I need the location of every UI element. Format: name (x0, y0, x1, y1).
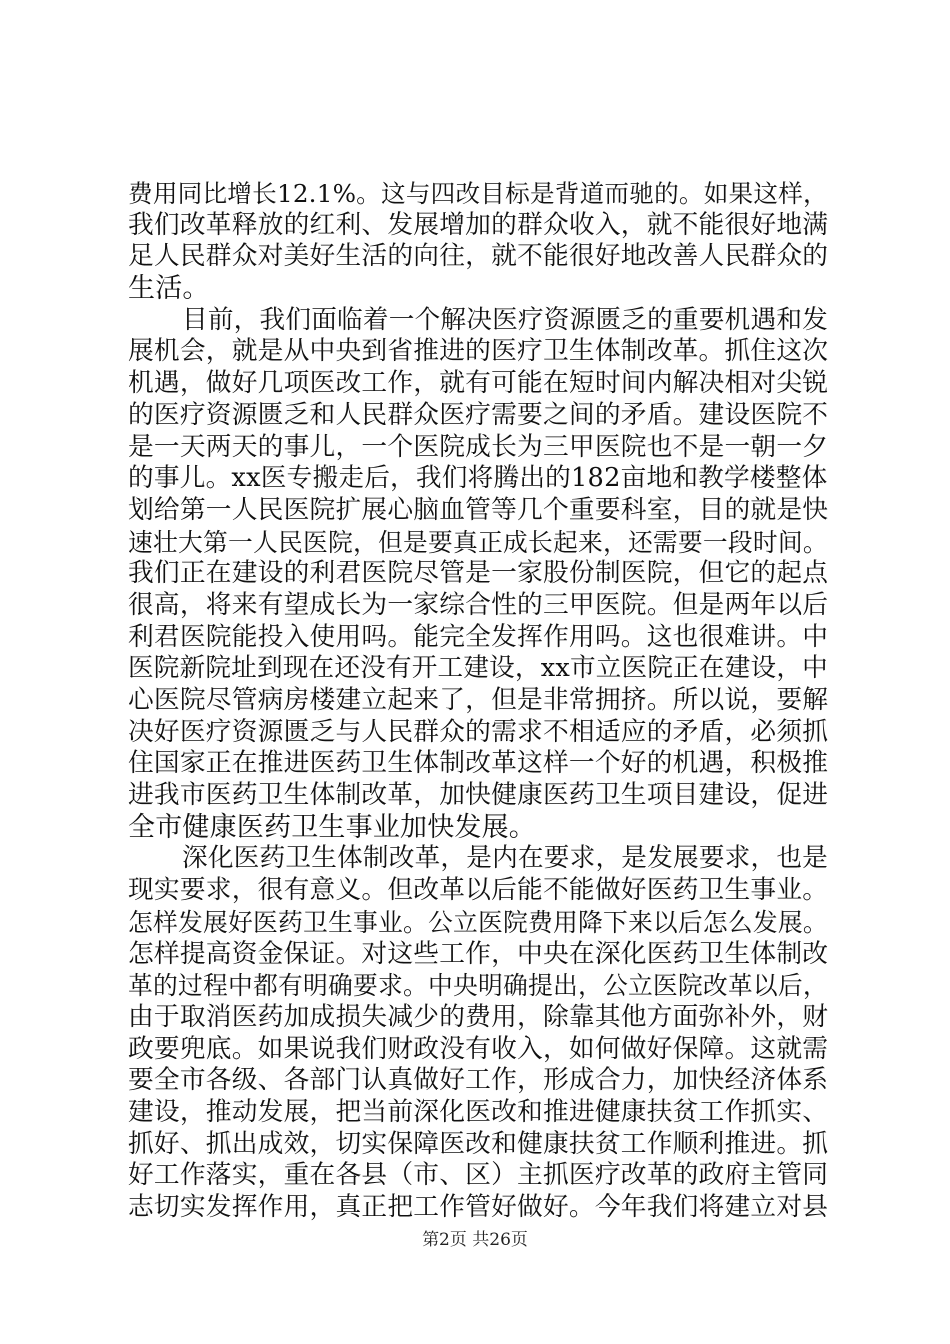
text-line: 生活。 (128, 273, 210, 305)
text-line: 志切实发挥作用，真正把工作管好做好。今年我们将建立对县 (128, 1192, 829, 1222)
text-line: 我们改革释放的红利、发展增加的群众收入，就不能很好地满 (128, 209, 829, 240)
text-line: 划给第一人民医院扩展心脑血管等几个重要科室，目的就是快 (128, 494, 829, 525)
body-text (128, 178, 828, 1224)
text-line: 展机会，就是从中央到省推进的医疗卫生体制改革。抓住这次 (128, 336, 829, 367)
text-line: 利君医院能投入使用吗。能完全发挥作用吗。这也很难讲。中 (128, 621, 829, 652)
text-line: 现实要求，很有意义。但改革以后能不能做好医药卫生事业。 (128, 875, 829, 906)
text-line: 抓好、抓出成效，切实保障医改和健康扶贫工作顺利推进。抓 (128, 1128, 829, 1159)
text-line: 很高，将来有望成长为一家综合性的三甲医院。但是两年以后 (128, 589, 829, 620)
text-line: 足人民群众对美好生活的向往，就不能很好地改善人民群众的 (128, 241, 829, 272)
text-line: 速壮大第一人民医院，但是要真正成长起来，还需要一段时间。 (128, 527, 828, 557)
text-line: 政要兜底。如果说我们财政没有收入，如何做好保障。这就需 (128, 1033, 829, 1064)
text-line: 的事儿。xx医专搬走后，我们将腾出的182亩地和教学楼整体 (128, 463, 828, 494)
text-line: 好工作落实，重在各县（市、区）主抓医疗改革的政府主管同 (128, 1160, 829, 1191)
text-line: 革的过程中都有明确要求。中央明确提出，公立医院改革以后， (128, 971, 828, 1001)
text-line: 医院新院址到现在还没有开工建设，xx市立医院正在建设，中 (128, 653, 828, 684)
page-footer: 第2页 共26页 (422, 1230, 528, 1250)
text-line: 全市健康医药卫生事业加快发展。 (128, 811, 536, 843)
text-line: 是一天两天的事儿，一个医院成长为三甲医院也不是一朝一夕 (128, 431, 829, 462)
text-line: 怎样提高资金保证。对这些工作，中央在深化医药卫生体制改 (128, 938, 829, 969)
text-line: 由于取消医药加成损失减少的费用，除靠其他方面弥补外，财 (128, 1001, 829, 1032)
text-line: 我们正在建设的利君医院尽管是一家股份制医院，但它的起点 (128, 558, 829, 589)
text-line: 决好医疗资源匮乏与人民群众的需求不相适应的矛盾，必须抓 (128, 716, 829, 747)
text-line: 机遇，做好几项医改工作，就有可能在短时间内解决相对尖锐 (128, 368, 829, 399)
text-line: 建设，推动发展，把当前深化医改和推进健康扶贫工作抓实、 (128, 1096, 829, 1127)
text-line: 住国家正在推进医药卫生体制改革这样一个好的机遇，积极推 (128, 748, 829, 779)
text-line: 深化医药卫生体制改革，是内在要求，是发展要求，也是 (182, 843, 829, 874)
text-line: 心医院尽管病房楼建立起来了，但是非常拥挤。所以说，要解 (128, 685, 829, 715)
text-line: 费用同比增长12.1%。这与四改目标是背道而驰的。如果这样， (128, 179, 828, 208)
text-line: 怎样发展好医药卫生事业。公立医院费用降下来以后怎么发展。 (128, 907, 828, 937)
text-line: 进我市医药卫生体制改革，加快健康医药卫生项目建设，促进 (128, 780, 829, 811)
text-line: 要全市各级、各部门认真做好工作，形成合力，加快经济体系 (128, 1065, 829, 1096)
text-line: 的医疗资源匮乏和人民群众医疗需要之间的矛盾。建设医院不 (128, 399, 829, 430)
text-line: 目前，我们面临着一个解决医疗资源匮乏的重要机遇和发 (182, 304, 829, 335)
